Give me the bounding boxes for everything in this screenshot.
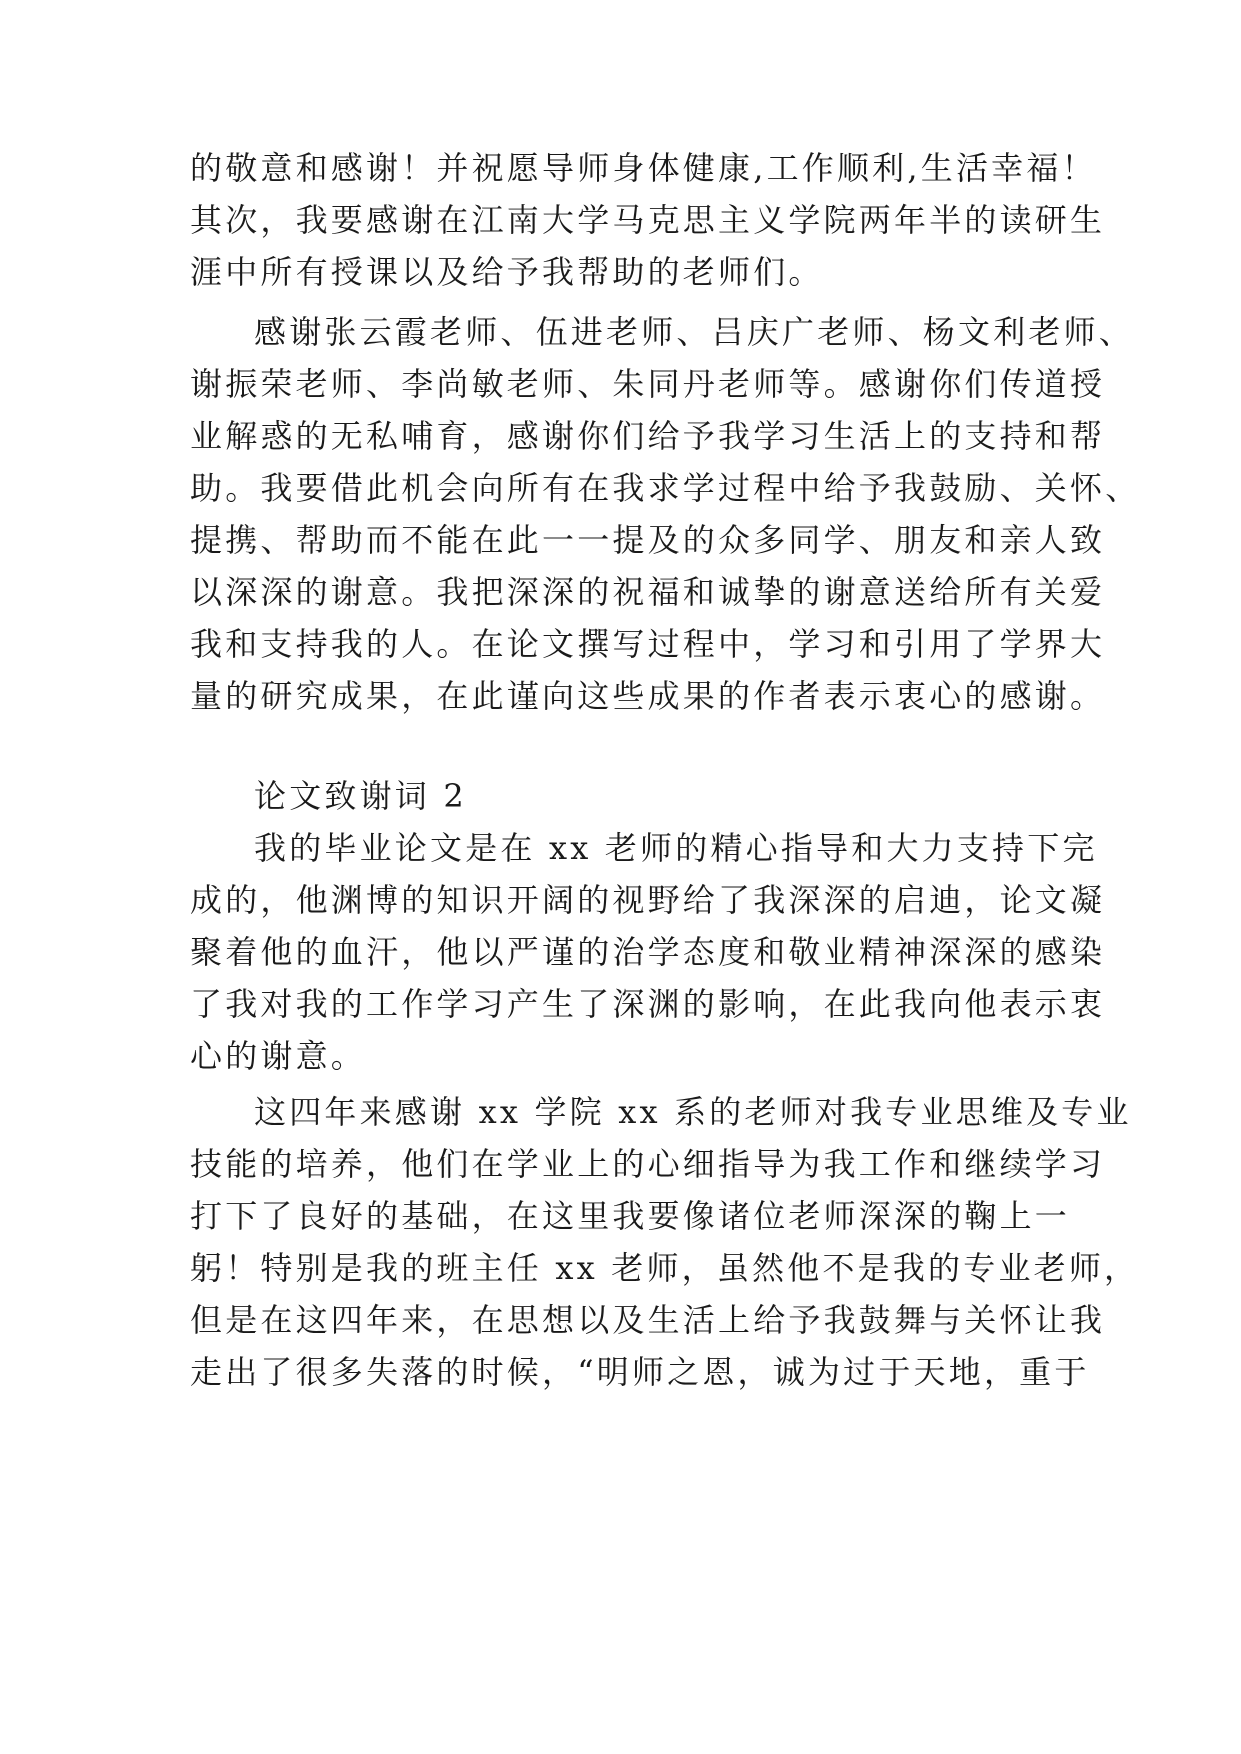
paragraph-first-line: 感谢张云霞老师、伍进老师、吕庆广老师、杨文利老师、 [254,313,1135,351]
text-line: 打下了良好的基础，在这里我要像诸位老师深深的鞠上一 [190,1197,1071,1235]
text-line: 心的谢意。 [190,1037,367,1075]
text-line: 成的，他渊博的知识开阔的视野给了我深深的启迪，论文凝 [190,881,1106,919]
text-line: 以深深的谢意。我把深深的祝福和诚挚的谢意送给所有关爱 [190,573,1106,611]
text-line: 量的研究成果，在此谨向这些成果的作者表示衷心的感谢。 [190,677,1106,715]
text-line: 但是在这四年来，在思想以及生活上给予我鼓舞与关怀让我 [190,1301,1106,1339]
text-line: 提携、帮助而不能在此一一提及的众多同学、朋友和亲人致 [190,521,1106,559]
text-line: 聚着他的血汗，他以严谨的治学态度和敬业精神深深的感染 [190,933,1106,971]
section-heading: 论文致谢词 2 [254,777,467,815]
text-line: 涯中所有授课以及给予我帮助的老师们。 [190,253,824,291]
paragraph-first-line: 我的毕业论文是在 xx 老师的精心指导和大力支持下完 [254,829,1098,867]
paragraph-first-line: 这四年来感谢 xx 学院 xx 系的老师对我专业思维及专业 [254,1093,1132,1131]
text-line: 的敬意和感谢！并祝愿导师身体健康,工作顺利,生活幸福！ [190,149,1097,187]
text-line: 我和支持我的人。在论文撰写过程中，学习和引用了学界大 [190,625,1106,663]
text-line: 助。我要借此机会向所有在我求学过程中给予我鼓励、关怀、 [190,469,1141,507]
text-line: 业解惑的无私哺育，感谢你们给予我学习生活上的支持和帮 [190,417,1106,455]
text-line: 技能的培养，他们在学业上的心细指导为我工作和继续学习 [190,1145,1106,1183]
text-line: 了我对我的工作学习产生了深渊的影响，在此我向他表示衷 [190,985,1106,1023]
text-line: 谢振荣老师、李尚敏老师、朱同丹老师等。感谢你们传道授 [190,365,1106,403]
text-line: 躬！特别是我的班主任 xx 老师，虽然他不是我的专业老师， [190,1249,1140,1287]
text-line: 走出了很多失落的时候，“明师之恩，诚为过于天地，重于 [190,1353,1090,1391]
text-line: 其次，我要感谢在江南大学马克思主义学院两年半的读研生 [190,201,1106,239]
